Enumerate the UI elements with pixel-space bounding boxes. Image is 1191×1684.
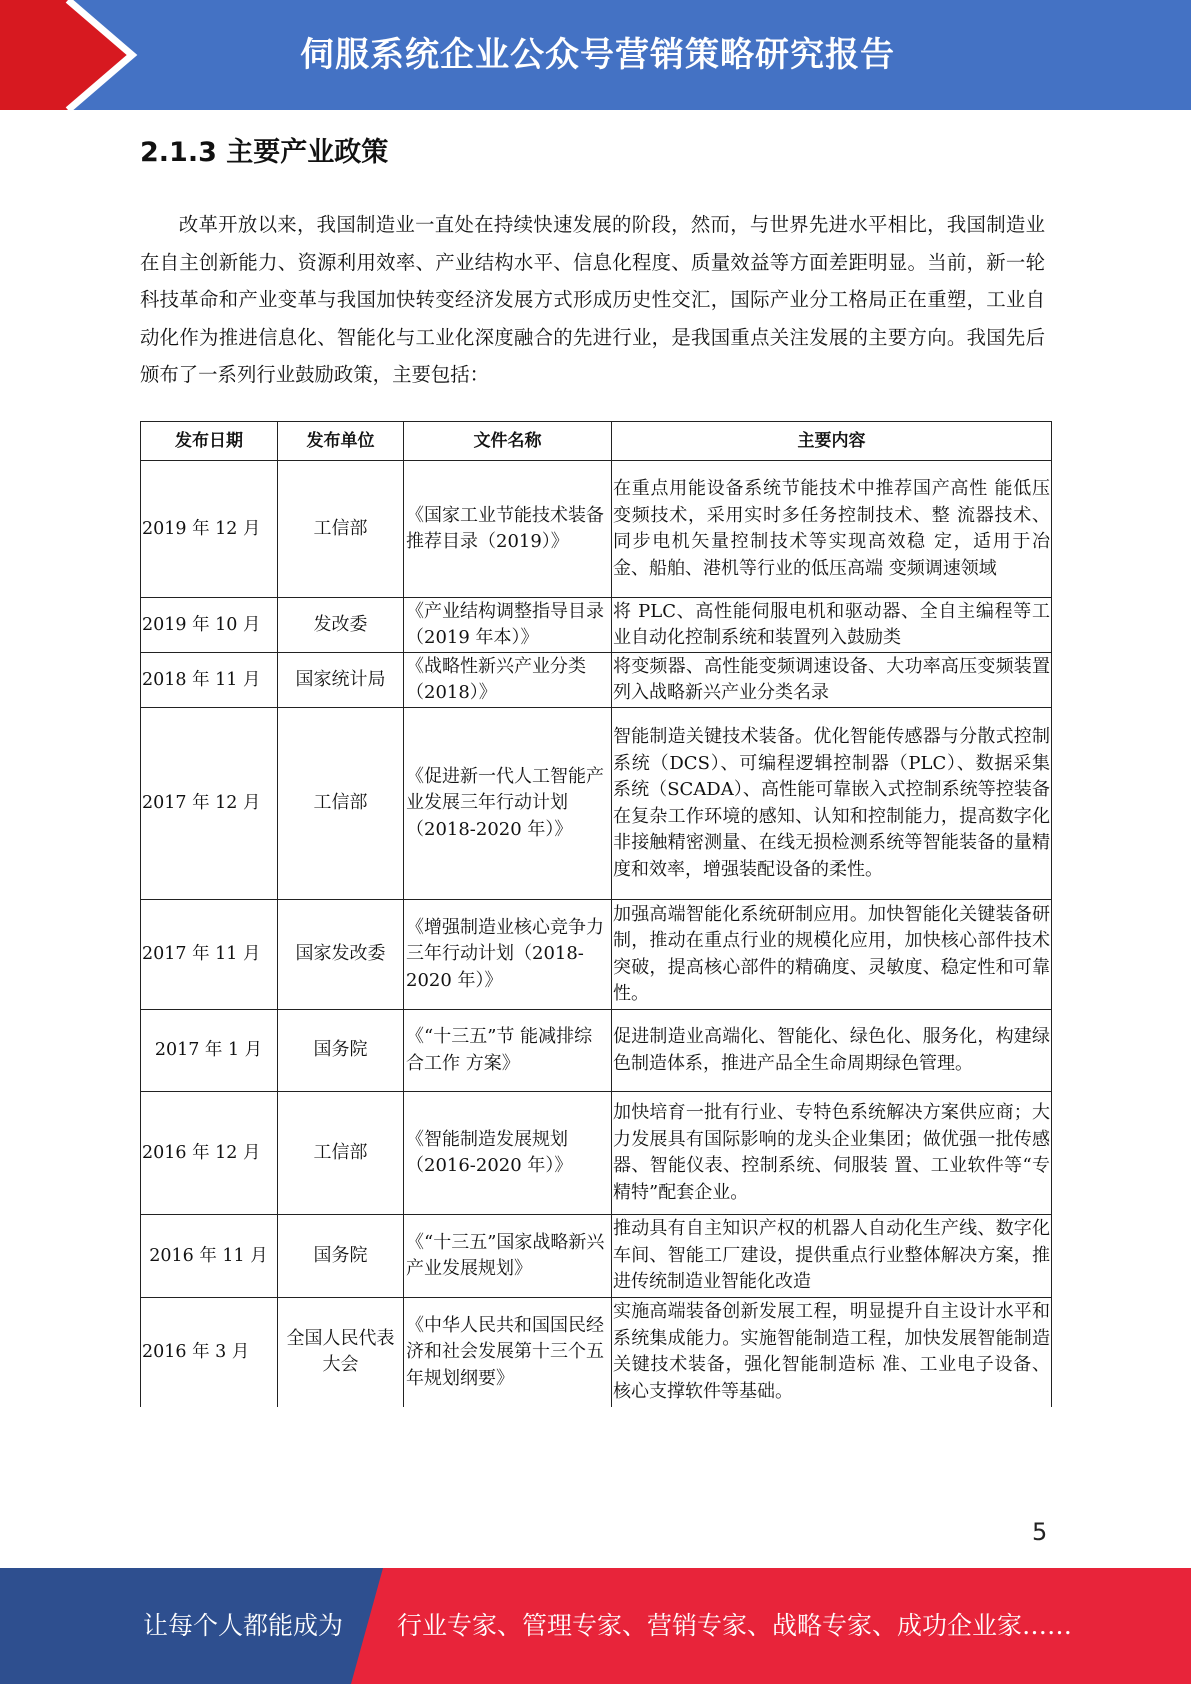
cell-date: 2017 年 1 月 <box>141 1010 278 1092</box>
table-row <box>141 653 1052 708</box>
table-row <box>141 598 1052 653</box>
cell-date: 2017 年 12 月 <box>141 708 278 900</box>
page-number: 5 <box>1032 1518 1048 1546</box>
cell-document: 《智能制造发展规划（2016-2020 年）》 <box>404 1092 612 1215</box>
cell-issuer: 工信部 <box>278 461 404 598</box>
cell-content: 在重点用能设备系统节能技术中推荐国产高性 能低压变频技术，采用实时多任务控制技术、整 流器技术、同步电机矢量控制技术等实现高效稳 定，适用于冶金、船舶、港机等行业的低压高端 变频调速领域 <box>612 461 1052 598</box>
cell-date: 2016 年 3 月 <box>141 1298 278 1407</box>
cell-document: 《战略性新兴产业分类（2018）》 <box>404 653 612 708</box>
cell-issuer: 国务院 <box>278 1215 404 1298</box>
footer-slogan-right: 行业专家、管理专家、营销专家、战略专家、成功企业家…… <box>397 1611 1073 1640</box>
cell-issuer: 工信部 <box>278 708 404 900</box>
header-document: 文件名称 <box>404 422 612 461</box>
intro-paragraph: 改革开放以来，我国制造业一直处在持续快速发展的阶段，然而，与世界先进水平相比，我国制造业在自主创新能力、资源利用效率、产业结构水平、信息化程度、质量效益等方面差距明显。当前，新一轮科技革命和产业变革与我国加快转变经济发展方式形成历史性交汇，国际产业分工格局正在重塑，工业自动化作为推进信息化、智能化与工业化深度融合的先进行业，是我国重点关注发展的主要方向。我国先后颁布了一系列行业鼓励政策，主要包括： <box>140 213 1045 386</box>
cell-content: 加快培育一批有行业、专特色系统解决方案供应商；大力发展具有国际影响的龙头企业集团；做优强一批传感器、智能仪表、控制系统、伺服装 置、工业软件等“专精特”配套企业。 <box>612 1092 1052 1215</box>
cell-content: 将 PLC、高性能伺服电机和驱动器、全自主编程等工业自动化控制系统和装置列入鼓励类 <box>612 598 1052 653</box>
cell-date: 2016 年 12 月 <box>141 1092 278 1215</box>
table-row <box>141 1298 1052 1407</box>
header-content: 主要内容 <box>612 422 1052 461</box>
section-heading: 2.1.3 主要产业政策 <box>140 137 389 168</box>
cell-date: 2019 年 10 月 <box>141 598 278 653</box>
table-row <box>141 1010 1052 1092</box>
cell-date: 2018 年 11 月 <box>141 653 278 708</box>
table-row <box>141 708 1052 900</box>
cell-issuer: 工信部 <box>278 1092 404 1215</box>
report-title: 伺服系统企业公众号营销策略研究报告 <box>300 35 895 75</box>
cell-document: 《“十三五”节 能减排综合工作 方案》 <box>404 1010 612 1092</box>
table-row <box>141 900 1052 1010</box>
cell-content: 智能制造关键技术装备。优化智能传感器与分散式控制系统（DCS）、可编程逻辑控制器（PLC）、数据采集系统（SCADA）、高性能可靠嵌入式控制系统等控装备在复杂工作环境的感知、认知和控制能力，提高数字化非接触精密测量、在线无损检测系统等智能装备的量精度和效率，增强装配设备的柔性。 <box>612 708 1052 900</box>
cell-date: 2017 年 11 月 <box>141 900 278 1010</box>
cell-document: 《“十三五”国家战略新兴产业发展规划》 <box>404 1215 612 1298</box>
cell-content: 将变频器、高性能变频调速设备、大功率高压变频装置列入战略新兴产业分类名录 <box>612 653 1052 708</box>
table-row <box>141 461 1052 598</box>
page-footer <box>0 1568 1191 1684</box>
page-header <box>0 0 1191 110</box>
header-arrow-decoration <box>0 0 150 110</box>
cell-date: 2019 年 12 月 <box>141 461 278 598</box>
cell-document: 《促进新一代人工智能产业发展三年行动计划（2018-2020 年）》 <box>404 708 612 900</box>
cell-issuer: 发改委 <box>278 598 404 653</box>
cell-document: 《产业结构调整指导目录（2019 年本）》 <box>404 598 612 653</box>
cell-content: 加强高端智能化系统研制应用。加快智能化关键装备研制，推动在重点行业的规模化应用，加快核心部件技术突破，提高核心部件的精确度、灵敏度、稳定性和可靠性。 <box>612 900 1052 1010</box>
cell-content: 实施高端装备创新发展工程，明显提升自主设计水平和系统集成能力。实施智能制造工程，加快发展智能制造关键技术装备，强化智能制造标 准、工业电子设备、核心支撑软件等基础。 <box>612 1298 1052 1407</box>
table-row <box>141 1215 1052 1298</box>
cell-document: 《中华人民共和国国民经济和社会发展第十三个五年规划纲要》 <box>404 1298 612 1407</box>
policy-table <box>140 421 1052 1407</box>
cell-document: 《国家工业节能技术装备推荐目录（2019）》 <box>404 461 612 598</box>
cell-issuer: 国家统计局 <box>278 653 404 708</box>
cell-issuer: 国务院 <box>278 1010 404 1092</box>
footer-slogan-left: 让每个人都能成为 <box>143 1611 344 1640</box>
header-issuer: 发布单位 <box>278 422 404 461</box>
table-row <box>141 1092 1052 1215</box>
header-date: 发布日期 <box>141 422 278 461</box>
cell-issuer: 全国人民代表大会 <box>278 1298 404 1407</box>
cell-date: 2016 年 11 月 <box>141 1215 278 1298</box>
cell-content: 推动具有自主知识产权的机器人自动化生产线、数字化车间、智能工厂建设，提供重点行业整体解决方案，推进传统制造业智能化改造 <box>612 1215 1052 1298</box>
cell-document: 《增强制造业核心竞争力三年行动计划（2018-2020 年）》 <box>404 900 612 1010</box>
table-header-row <box>141 422 1052 461</box>
cell-issuer: 国家发改委 <box>278 900 404 1010</box>
cell-content: 促进制造业高端化、智能化、绿色化、服务化，构建绿色制造体系，推进产品全生命周期绿色管理。 <box>612 1010 1052 1092</box>
